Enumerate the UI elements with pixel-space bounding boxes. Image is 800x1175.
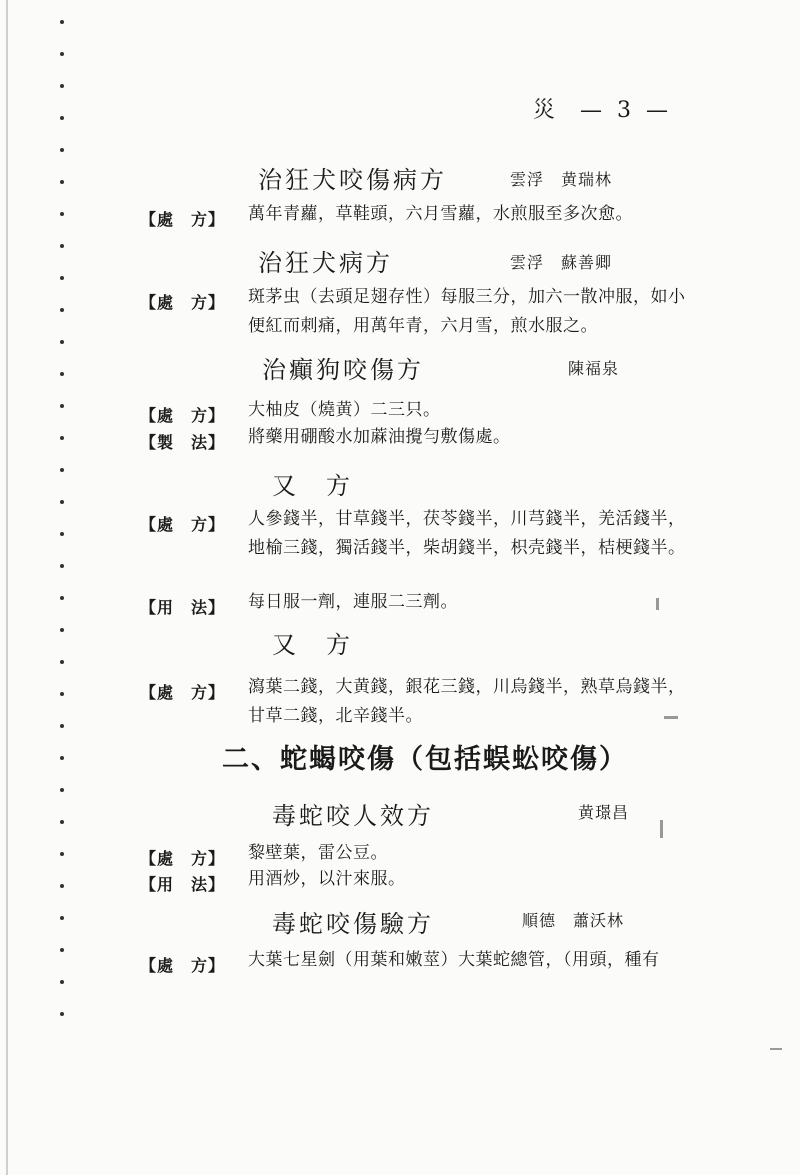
binding-hole	[60, 372, 64, 376]
binding-hole	[60, 340, 64, 344]
binding-hole	[60, 84, 64, 88]
recipe-author: 雲浮 黄瑞林	[510, 170, 613, 189]
recipe-title: 治癲狗咬傷方	[262, 356, 424, 384]
entry-text: 每日服一劑，連服二三劑。	[248, 592, 458, 612]
recipe-title: 毒蛇咬人效方	[272, 802, 434, 830]
binding-hole	[60, 276, 64, 280]
scan-speck	[660, 820, 663, 838]
binding-hole	[60, 596, 64, 600]
entry-text: 大柚皮（燒黄）二三只。	[248, 400, 441, 420]
recipe-author: 順德 蕭沃林	[522, 911, 625, 930]
binding-hole	[60, 916, 64, 920]
entry-text: 人參錢半，甘草錢半，茯苓錢半，川芎錢半，羌活錢半，地榆三錢，獨活錢半，柴胡錢半，枳壳錢半，桔梗錢半。	[248, 509, 686, 558]
recipe-author: 陳福泉	[568, 359, 620, 378]
page-number: — 3 —	[580, 98, 672, 123]
entry-label: 【處 方】	[140, 683, 226, 702]
entry-text: 用酒炒，以汁來服。	[248, 869, 406, 889]
section-heading: 二、蛇蝎咬傷（包括蜈蚣咬傷）	[222, 744, 628, 775]
binding-hole	[60, 308, 64, 312]
binding-hole	[60, 468, 64, 472]
entry-label: 【用 法】	[140, 875, 226, 894]
recipe-title: 又 方	[272, 631, 353, 659]
binding-hole	[60, 532, 64, 536]
entry-label: 【製 法】	[140, 433, 226, 452]
scan-speck	[656, 598, 659, 610]
entry-label: 【處 方】	[140, 406, 226, 425]
binding-hole	[60, 20, 64, 24]
recipe-author: 黄璟昌	[578, 803, 630, 822]
binding-hole	[60, 756, 64, 760]
recipe-title: 治狂犬病方	[258, 249, 393, 277]
binding-hole	[60, 212, 64, 216]
binding-hole	[60, 436, 64, 440]
binding-hole	[60, 148, 64, 152]
entry-label: 【處 方】	[140, 210, 226, 229]
running-head: 災	[533, 98, 560, 123]
scan-speck	[664, 716, 678, 719]
scan-speck	[770, 1048, 782, 1050]
binding-hole	[60, 1012, 64, 1016]
binding-hole	[60, 116, 64, 120]
binding-hole	[60, 692, 64, 696]
entry-text: 大葉七星劍（用葉和嫩莖）大葉蛇總管，（用頭，種有	[248, 950, 660, 970]
entry-label: 【處 方】	[140, 515, 226, 534]
entry-text: 黎壁葉，雷公豆。	[248, 843, 388, 863]
binding-hole	[60, 500, 64, 504]
recipe-title: 毒蛇咬傷驗方	[272, 910, 434, 938]
entry-label: 【處 方】	[140, 956, 226, 975]
binding-hole	[60, 980, 64, 984]
binding-hole	[60, 724, 64, 728]
binding-hole	[60, 884, 64, 888]
binding-hole	[60, 52, 64, 56]
binding-hole	[60, 820, 64, 824]
entry-text: 萬年青蘿，草鞋頭，六月雪蘿，水煎服至多次愈。	[248, 204, 633, 224]
binding-hole	[60, 404, 64, 408]
page-header	[533, 93, 672, 124]
entry-label: 【處 方】	[140, 849, 226, 868]
binding-hole	[60, 564, 64, 568]
binding-hole	[60, 852, 64, 856]
recipe-title: 治狂犬咬傷病方	[258, 166, 447, 194]
entry-text: 將藥用硼酸水加蔴油攪勻敷傷處。	[248, 427, 511, 447]
entry-label: 【用 法】	[140, 598, 226, 617]
entry-text: 斑茅虫（去頭足翅存性）每服三分，加六一散冲服，如小便紅而刺痛，用萬年青，六月雪，煎水服之。	[248, 287, 686, 336]
binding-hole	[60, 628, 64, 632]
recipe-author: 雲浮 蘇善卿	[510, 253, 613, 272]
entry-label: 【處 方】	[140, 293, 226, 312]
binding-hole	[60, 660, 64, 664]
binding-hole	[60, 244, 64, 248]
page-edge	[6, 0, 8, 1175]
entry-text: 瀉葉二錢，大黄錢，銀花三錢，川烏錢半，熟草烏錢半，甘草二錢，北辛錢半。	[248, 677, 686, 726]
recipe-title: 又 方	[272, 472, 353, 500]
binding-hole	[60, 948, 64, 952]
binding-hole	[60, 788, 64, 792]
binding-hole	[60, 180, 64, 184]
